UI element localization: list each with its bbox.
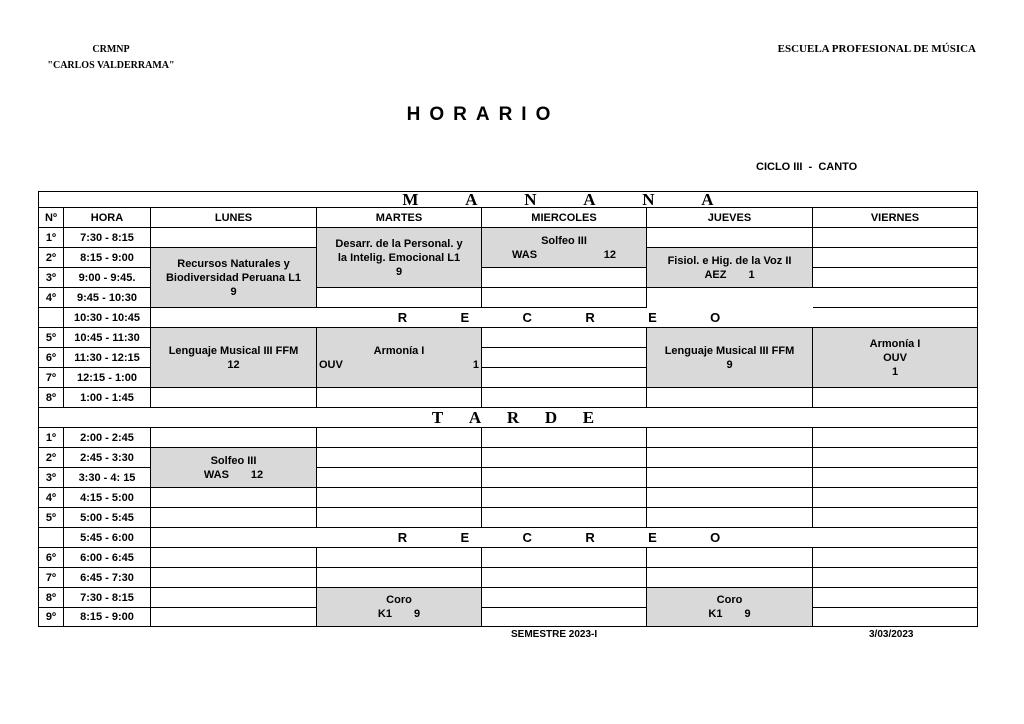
course-solfeo-mie-teacher: WAS bbox=[512, 248, 538, 261]
course-armonia-mar-room: 1 bbox=[472, 358, 479, 371]
column-header: HORA bbox=[64, 208, 151, 228]
row-hour: 9:45 - 10:30 bbox=[64, 288, 151, 308]
row-number: 3º bbox=[39, 268, 64, 288]
manana-letter: N bbox=[524, 192, 537, 208]
row-hour: 1:00 - 1:45 bbox=[64, 388, 151, 408]
empty-cell bbox=[813, 288, 977, 308]
tarde-letter: D bbox=[544, 408, 558, 427]
recreo-letter: O bbox=[710, 530, 721, 545]
course-lenguaje-jue bbox=[647, 328, 813, 388]
empty-cell bbox=[647, 448, 813, 468]
empty-cell bbox=[813, 508, 977, 528]
empty-cell bbox=[151, 508, 317, 528]
row-hour: 4:15 - 5:00 bbox=[64, 488, 151, 508]
empty-cell bbox=[482, 508, 647, 528]
tarde-letter: T bbox=[431, 408, 444, 427]
course-armonia-vie-line3: 1 bbox=[891, 365, 899, 378]
empty-cell bbox=[151, 568, 317, 588]
empty-cell bbox=[813, 548, 977, 568]
empty-cell bbox=[813, 608, 977, 626]
row-hour: 6:45 - 7:30 bbox=[64, 568, 151, 588]
empty-cell bbox=[813, 268, 977, 288]
course-solfeo-mie-detail bbox=[482, 248, 646, 262]
row-number: 6º bbox=[39, 548, 64, 568]
row-hour: 2:00 - 2:45 bbox=[64, 428, 151, 448]
empty-cell bbox=[647, 488, 813, 508]
column-header: Nº bbox=[39, 208, 64, 228]
course-coro-mar-title: Coro bbox=[386, 594, 412, 606]
empty-cell bbox=[647, 508, 813, 528]
semester-label: SEMESTRE 2023-I bbox=[511, 629, 598, 640]
row-number: 2º bbox=[39, 448, 64, 468]
course-coro-mar-teacher: K1 bbox=[377, 608, 392, 620]
row-hour: 10:45 - 11:30 bbox=[64, 328, 151, 348]
empty-cell bbox=[813, 488, 977, 508]
empty-cell bbox=[482, 328, 647, 348]
course-armonia-vie-line2: OUV bbox=[883, 351, 907, 364]
course-coro-mar bbox=[317, 588, 482, 626]
recreo-letter: C bbox=[522, 530, 532, 545]
column-header: VIERNES bbox=[813, 208, 977, 228]
empty-cell bbox=[647, 388, 813, 408]
row-number: 7º bbox=[39, 368, 64, 388]
course-recursos-line2: Biodiversidad Peruana L1 bbox=[165, 271, 302, 284]
row-hour: 12:15 - 1:00 bbox=[64, 368, 151, 388]
empty-cell bbox=[151, 608, 317, 626]
empty-cell bbox=[813, 448, 977, 468]
empty-cell bbox=[647, 568, 813, 588]
empty-cell bbox=[482, 288, 647, 308]
course-desarr-line3: 9 bbox=[395, 265, 403, 278]
institution-line1: CRMNP bbox=[92, 44, 130, 55]
course-fisiol-detail bbox=[647, 268, 812, 282]
empty-cell bbox=[482, 488, 647, 508]
empty-cell bbox=[482, 268, 647, 288]
manana-letter: A bbox=[701, 192, 714, 208]
row-number: 1º bbox=[39, 428, 64, 448]
empty-cell bbox=[151, 588, 317, 608]
page-title: HORARIO bbox=[406, 104, 560, 125]
empty-cell bbox=[813, 388, 977, 408]
empty-cell bbox=[482, 448, 647, 468]
course-solfeo-mie-title: Solfeo III bbox=[541, 234, 587, 247]
row-number bbox=[39, 308, 64, 328]
empty-cell bbox=[151, 548, 317, 568]
column-header: MIERCOLES bbox=[482, 208, 647, 228]
row-number: 7º bbox=[39, 568, 64, 588]
manana-letter: A bbox=[583, 192, 596, 208]
recreo-letter: E bbox=[460, 530, 470, 545]
course-lenguaje-lun-title: Lenguaje Musical III FFM bbox=[168, 344, 299, 357]
course-coro-jue bbox=[647, 588, 813, 626]
row-hour: 7:30 - 8:15 bbox=[64, 588, 151, 608]
recreo-letter: R bbox=[397, 530, 408, 545]
recreo-letter: R bbox=[397, 310, 408, 325]
recreo-letter: O bbox=[710, 310, 721, 325]
course-solfeo-mie-room: 12 bbox=[603, 248, 616, 261]
course-coro-mar-room: 9 bbox=[413, 608, 421, 620]
row-number: 1º bbox=[39, 228, 64, 248]
manana-letter: N bbox=[642, 192, 655, 208]
manana-letter: M bbox=[402, 192, 419, 208]
recreo-tarde bbox=[151, 528, 977, 548]
course-desarr bbox=[317, 228, 482, 288]
course-desarr-title: Desarr. de la Personal. y bbox=[335, 237, 463, 250]
empty-cell bbox=[482, 348, 647, 368]
row-hour: 3:30 - 4: 15 bbox=[64, 468, 151, 488]
empty-cell bbox=[647, 228, 813, 248]
school-name: ESCUELA PROFESIONAL DE MÚSICA bbox=[777, 43, 976, 55]
empty-cell bbox=[317, 468, 482, 488]
course-armonia-mar-teacher: OUV bbox=[319, 358, 343, 371]
empty-cell bbox=[482, 548, 647, 568]
recreo-letter: E bbox=[648, 310, 657, 325]
course-fisiol-room: 1 bbox=[748, 268, 755, 281]
ciclo-label: CICLO III - CANTO bbox=[756, 161, 858, 173]
course-solfeo-lun bbox=[151, 448, 317, 488]
course-solfeo-lun-teacher: WAS bbox=[203, 468, 229, 481]
course-armonia-mar bbox=[317, 328, 482, 388]
course-recursos bbox=[151, 248, 317, 308]
course-solfeo-lun-title: Solfeo III bbox=[210, 454, 257, 467]
column-header: MARTES bbox=[317, 208, 482, 228]
row-number: 4º bbox=[39, 288, 64, 308]
empty-cell bbox=[813, 248, 977, 268]
recreo-letter: E bbox=[648, 530, 657, 545]
manana-letter: A bbox=[465, 192, 478, 208]
tarde-letter: E bbox=[582, 408, 595, 427]
course-solfeo-lun-detail bbox=[151, 468, 316, 482]
empty-cell bbox=[482, 608, 647, 626]
course-coro-mar-detail bbox=[317, 607, 481, 621]
empty-cell bbox=[482, 568, 647, 588]
empty-cell bbox=[317, 428, 482, 448]
course-desarr-line2: la Intelig. Emocional L1 bbox=[337, 251, 461, 264]
row-number: 8º bbox=[39, 388, 64, 408]
column-header: LUNES bbox=[151, 208, 317, 228]
empty-cell bbox=[647, 428, 813, 448]
row-number: 6º bbox=[39, 348, 64, 368]
course-recursos-line3: 9 bbox=[230, 285, 237, 298]
empty-cell bbox=[317, 448, 482, 468]
course-solfeo-lun-room: 12 bbox=[250, 468, 264, 481]
row-number: 2º bbox=[39, 248, 64, 268]
course-recursos-title: Recursos Naturales y bbox=[177, 257, 290, 270]
course-coro-jue-room: 9 bbox=[744, 608, 751, 620]
course-fisiol-title: Fisiol. e Hig. de la Voz II bbox=[667, 254, 792, 267]
empty-cell bbox=[482, 468, 647, 488]
empty-cell bbox=[482, 388, 647, 408]
empty-cell bbox=[317, 488, 482, 508]
empty-cell bbox=[317, 288, 482, 308]
empty-cell bbox=[482, 428, 647, 448]
empty-cell bbox=[813, 568, 977, 588]
empty-cell bbox=[482, 368, 647, 388]
empty-cell bbox=[317, 568, 482, 588]
recreo-letter: C bbox=[522, 310, 532, 325]
row-hour: 9:00 - 9:45. bbox=[64, 268, 151, 288]
recreo-letter: R bbox=[585, 530, 595, 545]
row-hour: 7:30 - 8:15 bbox=[64, 228, 151, 248]
course-fisiol-teacher: AEZ bbox=[704, 268, 727, 281]
empty-cell bbox=[647, 548, 813, 568]
row-hour: 5:00 - 5:45 bbox=[64, 508, 151, 528]
course-armonia-mar-title: Armonía I bbox=[373, 344, 425, 357]
empty-cell bbox=[813, 228, 977, 248]
tarde-letter: R bbox=[506, 408, 520, 427]
course-coro-jue-detail bbox=[647, 607, 812, 621]
course-lenguaje-lun bbox=[151, 328, 317, 388]
row-hour: 8:15 - 9:00 bbox=[64, 608, 151, 626]
empty-cell bbox=[813, 588, 977, 608]
institution-name bbox=[36, 42, 186, 74]
recreo-manana bbox=[151, 308, 977, 328]
row-number: 9º bbox=[39, 608, 64, 626]
row-hour: 2:45 - 3:30 bbox=[64, 448, 151, 468]
tarde-letter: A bbox=[468, 408, 482, 427]
empty-cell bbox=[647, 468, 813, 488]
row-hour: 8:15 - 9:00 bbox=[64, 248, 151, 268]
row-number: 3º bbox=[39, 468, 64, 488]
schedule-table bbox=[38, 191, 978, 627]
course-armonia-vie-title: Armonía I bbox=[869, 337, 921, 350]
course-armonia-mar-detail bbox=[317, 358, 481, 372]
course-solfeo-mie bbox=[482, 228, 647, 268]
course-coro-jue-teacher: K1 bbox=[708, 608, 723, 620]
tarde-band bbox=[39, 408, 977, 428]
empty-cell bbox=[482, 588, 647, 608]
row-number: 4º bbox=[39, 488, 64, 508]
recreo-letter: E bbox=[460, 310, 470, 325]
row-number: 5º bbox=[39, 508, 64, 528]
empty-cell bbox=[151, 228, 317, 248]
empty-cell bbox=[151, 388, 317, 408]
course-armonia-vie bbox=[813, 328, 977, 388]
row-number bbox=[39, 528, 64, 548]
row-number: 5º bbox=[39, 328, 64, 348]
row-hour: 5:45 - 6:00 bbox=[64, 528, 151, 548]
course-lenguaje-lun-line2: 12 bbox=[227, 358, 240, 371]
empty-cell bbox=[317, 548, 482, 568]
empty-cell bbox=[317, 508, 482, 528]
row-hour: 11:30 - 12:15 bbox=[64, 348, 151, 368]
empty-cell bbox=[317, 388, 482, 408]
row-hour: 10:30 - 10:45 bbox=[64, 308, 151, 328]
course-lenguaje-jue-line2: 9 bbox=[726, 358, 733, 371]
course-coro-jue-title: Coro bbox=[716, 594, 743, 606]
recreo-letter: R bbox=[585, 310, 595, 325]
empty-cell bbox=[813, 468, 977, 488]
empty-cell bbox=[151, 488, 317, 508]
empty-cell bbox=[813, 428, 977, 448]
course-fisiol bbox=[647, 248, 813, 288]
institution-line2: "CARLOS VALDERRAMA" bbox=[47, 60, 175, 71]
date-label: 3/03/2023 bbox=[869, 629, 914, 640]
manana-band bbox=[39, 192, 977, 208]
course-lenguaje-jue-title: Lenguaje Musical III FFM bbox=[664, 344, 795, 357]
row-number: 8º bbox=[39, 588, 64, 608]
empty-cell bbox=[151, 428, 317, 448]
row-hour: 6:00 - 6:45 bbox=[64, 548, 151, 568]
column-header: JUEVES bbox=[647, 208, 813, 228]
